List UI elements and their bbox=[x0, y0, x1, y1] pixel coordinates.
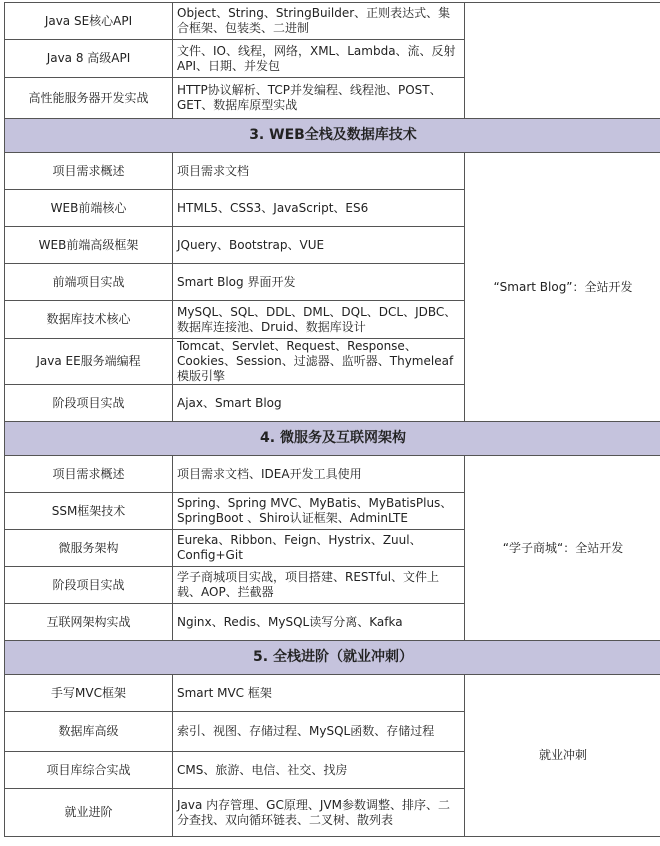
topic-cell: 数据库高级 bbox=[5, 712, 173, 752]
content-cell: Nginx、Redis、MySQL读写分离、Kafka bbox=[173, 604, 465, 641]
topic-cell: 手写MVC框架 bbox=[5, 675, 173, 712]
topic-cell: 就业进阶 bbox=[5, 789, 173, 837]
content-cell: 项目需求文档、IDEA开发工具使用 bbox=[173, 456, 465, 493]
section-title: 5. 全栈进阶（就业冲刺） bbox=[5, 641, 660, 675]
topic-cell: 阶段项目实战 bbox=[5, 567, 173, 604]
curriculum-table bbox=[4, 2, 660, 837]
section-header bbox=[5, 422, 660, 456]
topic-cell: WEB前端高级框架 bbox=[5, 227, 173, 264]
content-cell: Tomcat、Servlet、Request、Response、Cookies、Session、过滤器、监听器、Thymeleaf 模版引擎 bbox=[173, 339, 465, 385]
table-row bbox=[5, 153, 660, 190]
content-cell: Java 内存管理、GC原理、JVM参数调整、排序、二分查找、双向循环链表、二叉树、散列表 bbox=[173, 789, 465, 837]
section-header bbox=[5, 119, 660, 153]
section-title: 4. 微服务及互联网架构 bbox=[5, 422, 660, 456]
content-cell: MySQL、SQL、DDL、DML、DQL、DCL、JDBC、数据库连接池、Druid、数据库设计 bbox=[173, 301, 465, 339]
content-cell: 索引、视图、存储过程、MySQL函数、存储过程 bbox=[173, 712, 465, 752]
content-cell: Smart MVC 框架 bbox=[173, 675, 465, 712]
content-cell: JQuery、Bootstrap、VUE bbox=[173, 227, 465, 264]
topic-cell: 前端项目实战 bbox=[5, 264, 173, 301]
topic-cell: 微服务架构 bbox=[5, 530, 173, 567]
project-cell: “学子商城“：全站开发 bbox=[465, 456, 660, 641]
content-cell: Eureka、Ribbon、Feign、Hystrix、Zuul、Config+Git bbox=[173, 530, 465, 567]
content-cell: 项目需求文档 bbox=[173, 153, 465, 190]
topic-cell: SSM框架技术 bbox=[5, 493, 173, 530]
content-cell: HTTP协议解析、TCP并发编程、线程池、POST、GET、数据库原型实战 bbox=[173, 78, 465, 119]
project-cell bbox=[465, 3, 660, 119]
topic-cell: 项目库综合实战 bbox=[5, 752, 173, 789]
content-cell: 学子商城项目实战，项目搭建、RESTful、文件上载、AOP、拦截器 bbox=[173, 567, 465, 604]
topic-cell: 互联网架构实战 bbox=[5, 604, 173, 641]
content-cell: Object、String、StringBuilder、正则表达式、集合框架、包装类、二进制 bbox=[173, 3, 465, 40]
topic-cell: 阶段项目实战 bbox=[5, 385, 173, 422]
table-row bbox=[5, 3, 660, 40]
section-header bbox=[5, 641, 660, 675]
content-cell: CMS、旅游、电信、社交、找房 bbox=[173, 752, 465, 789]
topic-cell: Java EE服务端编程 bbox=[5, 339, 173, 385]
table-row bbox=[5, 675, 660, 712]
project-cell: 就业冲刺 bbox=[465, 675, 660, 837]
content-cell: HTML5、CSS3、JavaScript、ES6 bbox=[173, 190, 465, 227]
table-row bbox=[5, 456, 660, 493]
topic-cell: 项目需求概述 bbox=[5, 456, 173, 493]
topic-cell: Java 8 高级API bbox=[5, 40, 173, 78]
topic-cell: 数据库技术核心 bbox=[5, 301, 173, 339]
content-cell: 文件、IO、线程，网络，XML、Lambda、流、反射API、日期、并发包 bbox=[173, 40, 465, 78]
topic-cell: 项目需求概述 bbox=[5, 153, 173, 190]
project-cell: “Smart Blog”：全站开发 bbox=[465, 153, 660, 422]
topic-cell: 高性能服务器开发实战 bbox=[5, 78, 173, 119]
topic-cell: WEB前端核心 bbox=[5, 190, 173, 227]
section-title: 3. WEB全栈及数据库技术 bbox=[5, 119, 660, 153]
content-cell: Smart Blog 界面开发 bbox=[173, 264, 465, 301]
content-cell: Spring、Spring MVC、MyBatis、MyBatisPlus、SpringBoot 、Shiro认证框架、AdminLTE bbox=[173, 493, 465, 530]
content-cell: Ajax、Smart Blog bbox=[173, 385, 465, 422]
topic-cell: Java SE核心API bbox=[5, 3, 173, 40]
